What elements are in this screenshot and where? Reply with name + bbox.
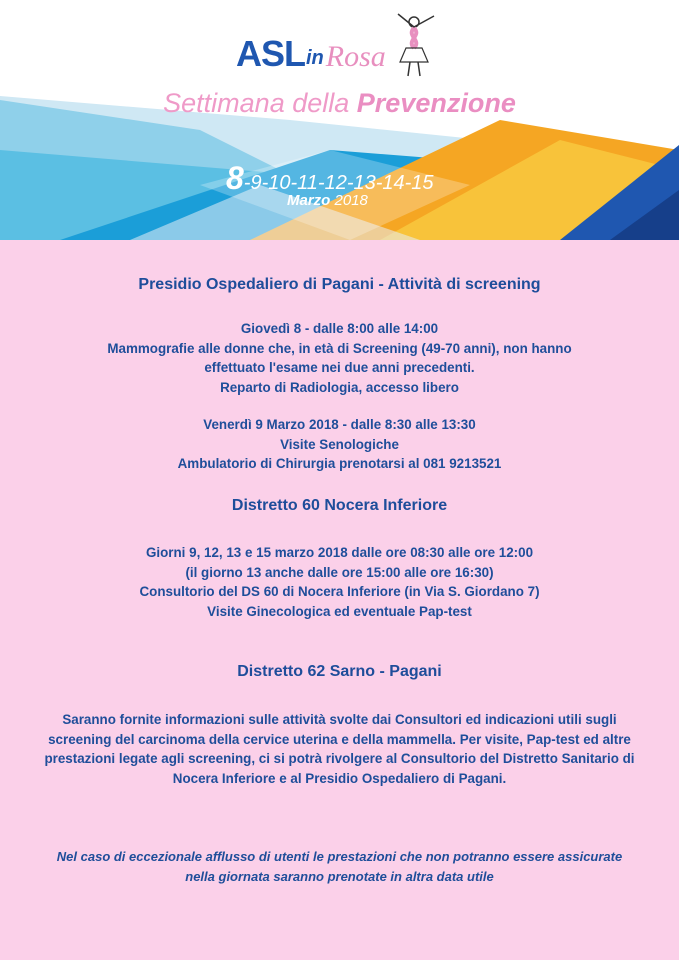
asl-in-rosa-logo (236, 30, 386, 72)
text-line: Ambulatorio di Chirurgia prenotarsi al 081 9213521 (177, 456, 502, 471)
logo-asl-text: ASL (236, 33, 305, 74)
text-line: screening del carcinoma della cervice uterina e della mammella. Per visite, Pap-test ed altre (48, 731, 631, 747)
dates-first-day: 8 (226, 160, 244, 196)
event-month-year (287, 192, 368, 209)
text-line: prestazioni legate agli screening, ci si potrà rivolgere al Consultorio del Distretto Sanitario di (44, 751, 635, 766)
text-line: Giorni 9, 12, 13 e 15 marzo 2018 dalle ore 08:30 alle ore 12:00 (145, 545, 534, 560)
overflow-note (0, 847, 679, 887)
dates-other-days: -9-10-11-12-13-14-15 (243, 172, 434, 194)
text-line: Nocera Inferiore e al Presidio Ospedaliero di Pagani. (172, 770, 507, 786)
distretto-62-block (0, 710, 679, 788)
event-month: Marzo (287, 192, 331, 209)
text-line: Visite Senologiche (280, 436, 399, 452)
event-year: 2018 (334, 192, 368, 209)
dancer-ribbon-icon (392, 10, 440, 80)
text-line: Reparto di Radiologia, accesso libero (220, 379, 459, 395)
text-line: effettuato l'esame nei due anni precedenti. (204, 360, 475, 375)
text-line: Mammografie alle donne che, in età di Screening (49-70 anni), non hanno (107, 340, 572, 356)
section-heading-pagani: Presidio Ospedaliero di Pagani - Attività di screening (138, 276, 541, 293)
text-line: Giovedì 8 - dalle 8:00 alle 14:00 (240, 321, 439, 336)
event-title (0, 88, 679, 119)
header-banner (0, 0, 679, 240)
note-line: nella giornata saranno prenotate in altra data utile (185, 869, 494, 884)
title-light: Settimana della (163, 88, 350, 118)
text-line: (il giorno 13 anche dalle ore 15:00 alle ore 16:30) (185, 564, 494, 580)
section-heading-distretto-62: Distretto 62 Sarno - Pagani (237, 663, 442, 680)
text-line: Visite Ginecologica ed eventuale Pap-test (207, 603, 472, 619)
logo-in-text: in (306, 47, 324, 69)
text-line: Venerdì 9 Marzo 2018 - dalle 8:30 alle 13:30 (203, 417, 476, 432)
pagani-mammography-block (0, 319, 679, 397)
distretto-60-block (0, 543, 679, 621)
text-line: Consultorio del DS 60 di Nocera Inferiore (in Via S. Giordano 7) (139, 584, 540, 599)
pagani-senology-block (0, 415, 679, 474)
logo-rosa-text: Rosa (325, 40, 386, 73)
text-line: Saranno fornite informazioni sulle attività svolte dai Consultori ed indicazioni utili sugli (62, 712, 617, 727)
title-bold: Prevenzione (356, 88, 516, 118)
section-heading-distretto-60: Distretto 60 Nocera Inferiore (231, 497, 448, 514)
note-line: Nel caso di eccezionale afflusso di utenti le prestazioni che non potranno essere assicurate (56, 849, 623, 864)
